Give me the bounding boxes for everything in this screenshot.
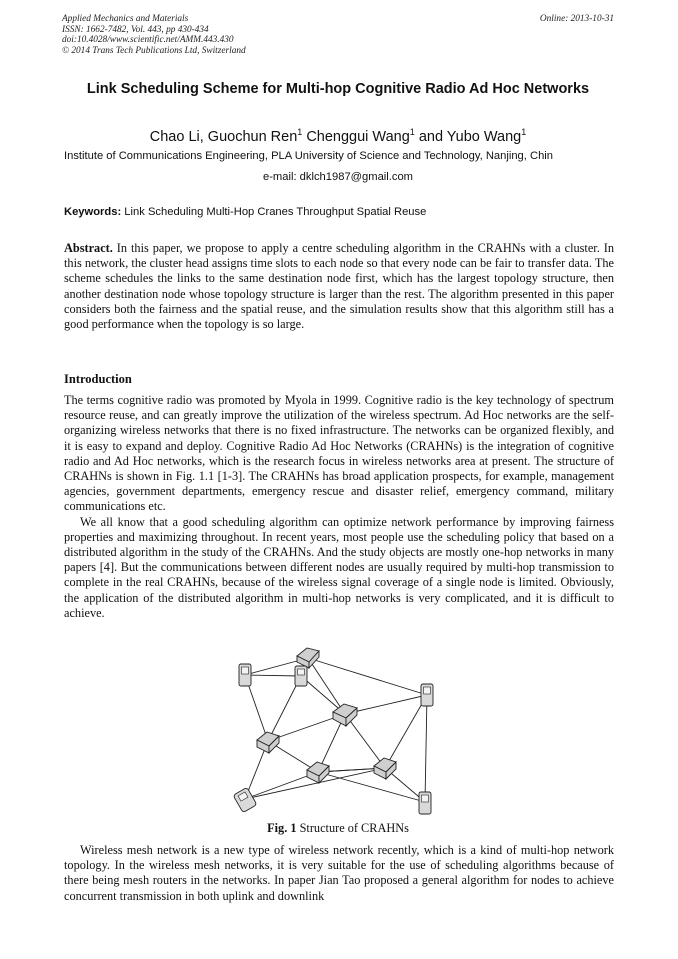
issn-line: ISSN: 1662-7482, Vol. 443, pp 430-434 [62,24,209,35]
header-left [62,14,246,56]
node-phone-top-center [295,666,307,686]
author-list [60,123,616,146]
journal-header [62,14,614,56]
author-affil-sup-2: 1 [409,127,415,137]
network-links [245,658,427,802]
author-names-2: Chenggui Wang [302,128,410,145]
figure-caption [60,821,616,836]
author-affil-sup-1: 1 [297,127,303,137]
copyright-line: © 2014 Trans Tech Publications Ltd, Switzerland [62,45,246,56]
intro-paragraph-2: We all know that a good scheduling algorithm can optimize network performance by improving fairness properties and maximizing throughout. In recent years, most people use the scheduling policy that based on a distributed algorithm in the study of the CRAHNs. And the study objects are mostly one-hop networks in many papers [4]. But the communications between different nodes are usually required by multi-hop transmission to complete in the real CRAHNs, because of the wireless signal coverage of a single node is limited. Obviously, the application of the distributed algorithm in multi-hop networks is very complicated, and it is difficult to achieve. [64,514,614,620]
section-heading-introduction: Introduction [64,372,132,386]
author-names-1: Chao Li, Guochun Ren [149,128,298,145]
node-router-bottom-center [307,762,329,783]
node-router-top [297,648,319,668]
closing-body [64,843,614,904]
node-router-bottom-right [374,758,396,779]
abstract-text: In this paper, we propose to apply a centre scheduling algorithm in the CRAHNs with a cluster. In this network, the cluster head assigns time slots to each node so that every node can be fair to transfer data. The scheme schedules the links to the same destination node first, which has the largest topology structure, then another destination node whose topology structure is larger than the rest. The algorithm presented in this paper considers both the fairness and the spatial reuse, and the simulation results show that this algorithm still has a good performance when the topology is so large. [64,241,614,332]
node-phone-bottom-right [419,792,431,814]
abstract-label: Abstract. [64,241,113,255]
author-names-3: and Yubo Wang [414,128,522,145]
figure-caption-text: Structure of CRAHNs [296,821,409,835]
figure-label: Fig. 1 [267,821,297,835]
node-phone-top-left [239,664,251,686]
affiliation: Institute of Communications Engineering, PLA University of Science and Technology, Nanjing, Chin [64,150,553,162]
node-phone-bottom-left [233,787,257,812]
intro-paragraph-1: The terms cognitive radio was promoted by Myola in 1999. Cognitive radio is the key technology of spectrum resource reuse, and can greatly improve the utilization of the wireless spectrum. Ad Hoc networks are the self-organizing wireless networks that there is no fixed infrastructure. The networks can be organized flexibly, and it is easy to expand and deploy. Cognitive Radio Ad Hoc Networks (CRAHNs) is the integration of cognitive radio and Ad Hoc networks, which is the research focus in wireless networks area at present. The structure of CRAHNs is shown in Fig. 1.1 [1-3]. The CRAHNs has broad application prospects, for example, management agencies, government departments, emergency rescue and disaster relief, emergency command, military communications etc. [64,393,614,514]
node-phone-right [421,684,433,706]
keywords [64,205,616,220]
node-router-left [257,732,279,753]
crahn-network-figure [225,642,455,820]
abstract [64,241,614,332]
closing-paragraph-1: Wireless mesh network is a new type of wireless network recently, which is a kind of multi-hop network topology. In the wireless mesh networks, it is very suitable for the use of scheduling algorithms because of there being mesh routers in the networks. In paper Jian Tao proposed a general algorithm for nodes to achieve concurrent transmission in both uplink and downlink [64,843,614,903]
online-date: Online: 2013-10-31 [539,14,614,24]
keywords-text: Link Scheduling Multi-Hop Cranes Throughput Spatial Reuse [121,206,427,218]
paper-title: Link Scheduling Scheme for Multi-hop Cognitive Radio Ad Hoc Networks [86,81,590,97]
journal-name: Applied Mechanics and Materials [62,14,189,24]
author-email: e-mail: dklch1987@gmail.com [262,171,413,183]
keywords-label: Keywords: [64,206,122,218]
doi-line: doi:10.4028/www.scientific.net/AMM.443.430 [62,35,234,46]
author-affil-sup-3: 1 [521,127,527,137]
introduction-body [64,393,614,621]
